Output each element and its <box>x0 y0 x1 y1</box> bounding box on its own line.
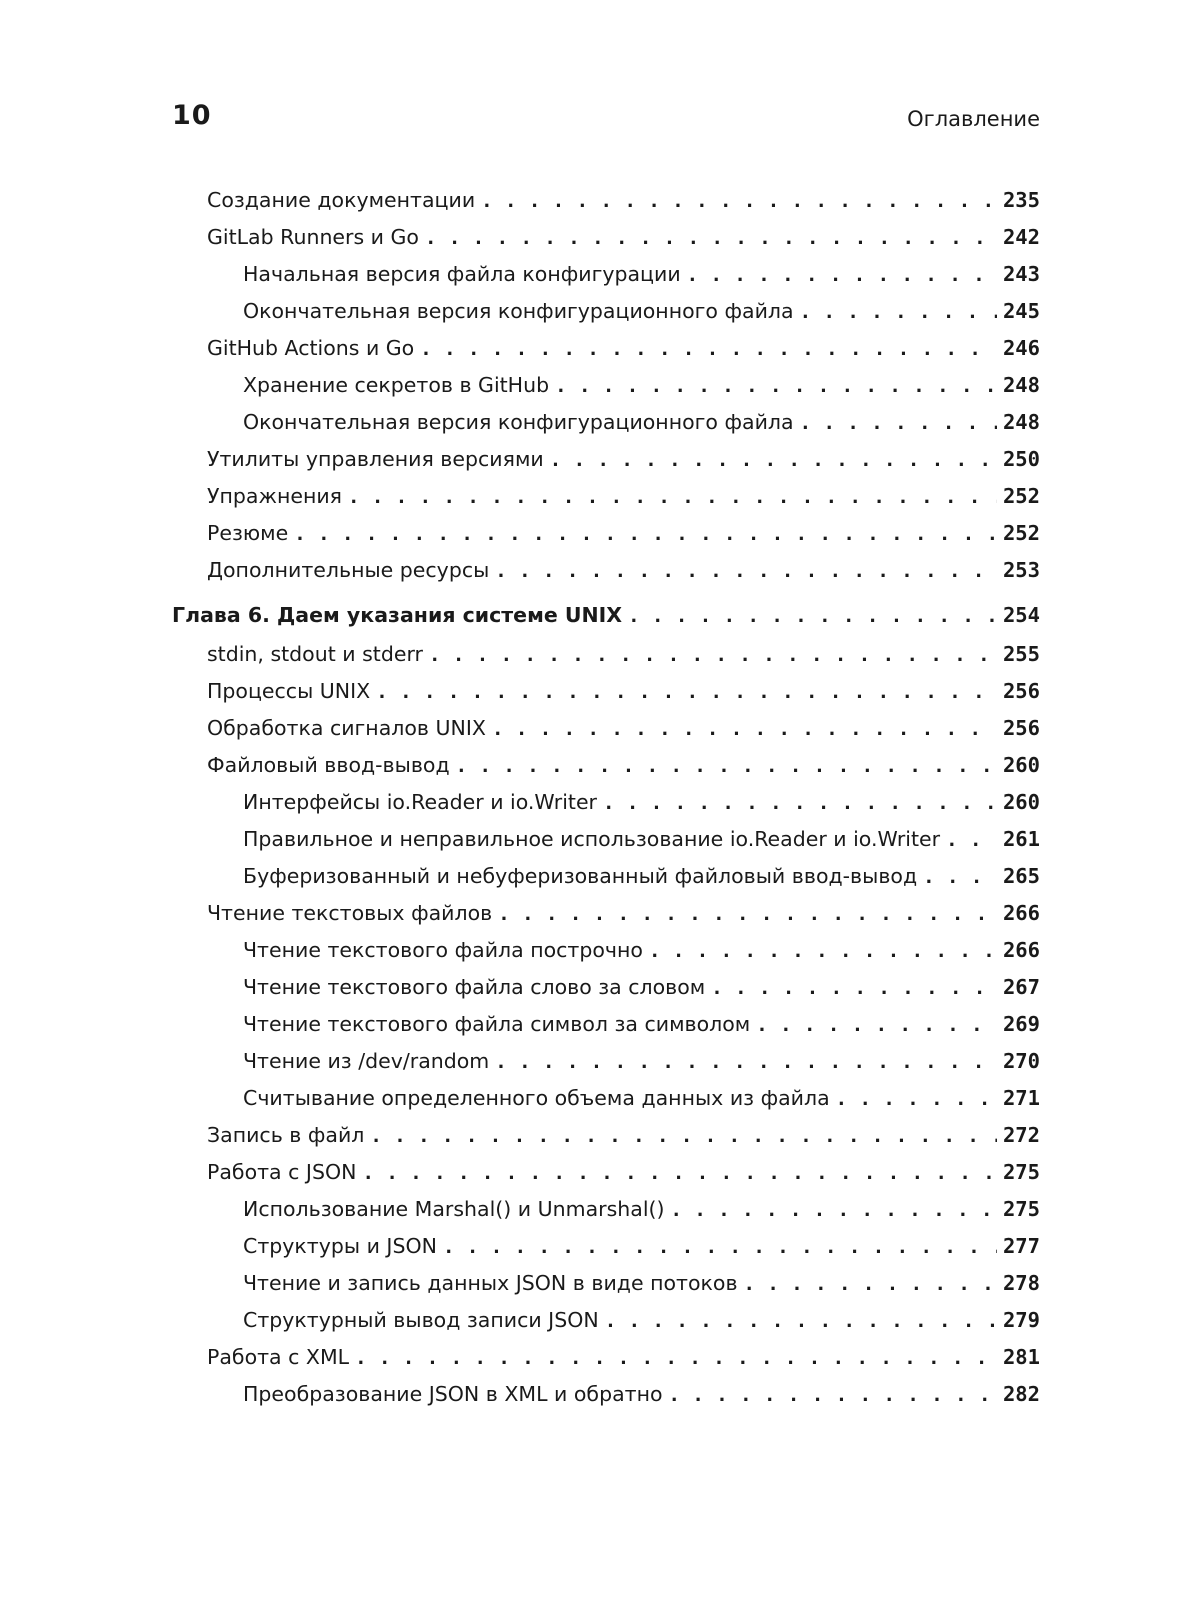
toc-entry <box>207 558 1040 582</box>
toc-entry <box>207 225 1040 249</box>
toc-dot-leader <box>420 338 997 360</box>
toc-entry <box>243 1049 1040 1073</box>
toc-entry-page: 256 <box>1002 716 1040 740</box>
toc-entry <box>207 484 1040 508</box>
running-head: Оглавление <box>907 107 1040 131</box>
toc-entry-title: Глава 6. Даем указания системе UNIX <box>172 603 623 627</box>
toc-entry-title: Работа с XML <box>207 1345 350 1369</box>
toc-dot-leader <box>669 1384 997 1406</box>
toc-entry-title: Процессы UNIX <box>207 679 371 703</box>
toc-entry <box>243 864 1040 888</box>
toc-dot-leader <box>443 1236 997 1258</box>
toc-entry-title: Чтение текстовых файлов <box>207 901 493 925</box>
toc-entry-page: 250 <box>1002 447 1040 471</box>
toc-entry-page: 255 <box>1002 642 1040 666</box>
toc-entry-title: Запись в файл <box>207 1123 365 1147</box>
toc-dot-leader <box>923 866 997 888</box>
toc-entry-title: GitHub Actions и Go <box>207 336 415 360</box>
toc-dot-leader <box>362 1162 997 1184</box>
toc-entry-title: Работа с JSON <box>207 1160 357 1184</box>
toc-dot-leader <box>429 644 997 666</box>
toc-entry <box>243 1234 1040 1258</box>
toc-dot-leader <box>492 718 997 740</box>
toc-entry-page: 271 <box>1002 1086 1040 1110</box>
toc-entry-title: Начальная версия файла конфигурации <box>243 262 681 286</box>
toc-entry-title: Утилиты управления версиями <box>207 447 544 471</box>
toc-entry-page: 282 <box>1002 1382 1040 1406</box>
toc-entry-page: 246 <box>1002 336 1040 360</box>
toc-dot-leader <box>671 1199 997 1221</box>
toc-entry-page: 243 <box>1002 262 1040 286</box>
toc-entry <box>243 1271 1040 1295</box>
toc-entry <box>207 753 1040 777</box>
toc-entry-title: Использование Marshal() и Unmarshal() <box>243 1197 665 1221</box>
toc-entry-title: Структуры и JSON <box>243 1234 437 1258</box>
toc-entry-page: 277 <box>1002 1234 1040 1258</box>
toc-entry <box>243 410 1040 434</box>
toc-entry-title: Упражнения <box>207 484 343 508</box>
toc-entry <box>243 827 1040 851</box>
toc-entry-title: GitLab Runners и Go <box>207 225 419 249</box>
toc-dot-leader <box>498 903 997 925</box>
toc-entry-title: Резюме <box>207 521 289 545</box>
toc-entry-page: 256 <box>1002 679 1040 703</box>
toc-dot-leader <box>550 449 997 471</box>
toc-entry <box>243 1382 1040 1406</box>
toc-entry-title: Создание документации <box>207 188 476 212</box>
toc-entry-page: 242 <box>1002 225 1040 249</box>
toc-entry-title: Обработка сигналов UNIX <box>207 716 486 740</box>
toc-entry-page: 266 <box>1002 938 1040 962</box>
toc-dot-leader <box>946 829 997 851</box>
toc-entry-title: Чтение текстового файла построчно <box>243 938 643 962</box>
toc-dot-leader <box>555 375 997 397</box>
toc-entry <box>243 790 1040 814</box>
toc-entry-title: Правильное и неправильное использование io.Reader и io.Writer <box>243 827 941 851</box>
toc-entry-page: 252 <box>1002 484 1040 508</box>
toc-dot-leader <box>744 1273 997 1295</box>
toc-entry-page: 266 <box>1002 901 1040 925</box>
toc-dot-leader <box>649 940 997 962</box>
toc-entry <box>207 901 1040 925</box>
toc-dot-leader <box>603 792 997 814</box>
toc-entry-title: Интерфейсы io.Reader и io.Writer <box>243 790 597 814</box>
toc-entry-page: 279 <box>1002 1308 1040 1332</box>
toc-dot-leader <box>355 1347 997 1369</box>
toc-entry-page: 248 <box>1002 410 1040 434</box>
toc-entry <box>207 1160 1040 1184</box>
toc-entry <box>207 336 1040 360</box>
toc-entry <box>243 373 1040 397</box>
toc-entry-title: Чтение текстового файла символ за символом <box>243 1012 751 1036</box>
toc-entry-title: Дополнительные ресурсы <box>207 558 490 582</box>
toc-entry-title: Хранение секретов в GitHub <box>243 373 550 397</box>
toc-dot-leader <box>800 301 997 323</box>
toc-entry-title: stdin, stdout и stderr <box>207 642 423 666</box>
toc-entry-title: Окончательная версия конфигурационного файла <box>243 410 794 434</box>
toc-entry <box>243 975 1040 999</box>
toc-dot-leader <box>605 1310 997 1332</box>
toc-entry-page: 275 <box>1002 1160 1040 1184</box>
toc-entry <box>243 299 1040 323</box>
toc-dot-leader <box>495 1051 997 1073</box>
toc-entry <box>207 716 1040 740</box>
toc-entry-page: 254 <box>1002 603 1040 627</box>
toc-entry-title: Структурный вывод записи JSON <box>243 1308 599 1332</box>
toc-entry-page: 261 <box>1002 827 1040 851</box>
toc-entry-title: Окончательная версия конфигурационного файла <box>243 299 794 323</box>
toc-entry-page: 278 <box>1002 1271 1040 1295</box>
toc-entry-title: Буферизованный и небуферизованный файловый ввод-вывод <box>243 864 918 888</box>
toc-dot-leader <box>836 1088 997 1110</box>
toc-entry <box>207 1123 1040 1147</box>
toc-entry-page: 281 <box>1002 1345 1040 1369</box>
toc-entry-title: Чтение текстового файла слово за словом <box>243 975 706 999</box>
toc-entry-page: 270 <box>1002 1049 1040 1073</box>
toc-dot-leader <box>687 264 997 286</box>
toc-entry <box>243 1308 1040 1332</box>
toc-entry-page: 269 <box>1002 1012 1040 1036</box>
toc-chapter-heading <box>172 603 1040 627</box>
toc-entry-title: Преобразование JSON в XML и обратно <box>243 1382 663 1406</box>
toc-entry-title: Чтение из /dev/random <box>243 1049 490 1073</box>
toc-entry <box>207 642 1040 666</box>
toc-entry-page: 260 <box>1002 753 1040 777</box>
toc-entry <box>243 1086 1040 1110</box>
toc-dot-leader <box>456 755 997 777</box>
toc-dot-leader <box>711 977 997 999</box>
toc-entry-page: 265 <box>1002 864 1040 888</box>
toc-entry-title: Чтение и запись данных JSON в виде потоков <box>243 1271 738 1295</box>
toc-entry <box>243 1197 1040 1221</box>
toc-dot-leader <box>425 227 997 249</box>
toc-entry <box>207 447 1040 471</box>
toc-entry-page: 245 <box>1002 299 1040 323</box>
toc-entry-page: 272 <box>1002 1123 1040 1147</box>
toc-entry-page: 275 <box>1002 1197 1040 1221</box>
toc-entry <box>243 1012 1040 1036</box>
toc-dot-leader <box>481 190 997 212</box>
page-number: 10 <box>172 100 212 131</box>
toc-entry <box>243 262 1040 286</box>
toc-dot-leader <box>376 681 997 703</box>
toc-entry-page: 260 <box>1002 790 1040 814</box>
toc-entry <box>207 188 1040 212</box>
toc-dot-leader <box>756 1014 997 1036</box>
toc-entry <box>207 1345 1040 1369</box>
toc-dot-leader <box>628 605 997 627</box>
toc-entry-page: 253 <box>1002 558 1040 582</box>
toc-entry <box>243 938 1040 962</box>
toc-entry-page: 267 <box>1002 975 1040 999</box>
toc-dot-leader <box>348 486 997 508</box>
toc-entry <box>207 679 1040 703</box>
toc-dot-leader <box>294 523 997 545</box>
toc-entry-page: 252 <box>1002 521 1040 545</box>
toc-entry-page: 248 <box>1002 373 1040 397</box>
toc-entry-page: 235 <box>1002 188 1040 212</box>
toc-entry-title: Файловый ввод-вывод <box>207 753 450 777</box>
toc-entry <box>207 521 1040 545</box>
toc-dot-leader <box>495 560 997 582</box>
toc-entry-title: Считывание определенного объема данных из файла <box>243 1086 830 1110</box>
toc-dot-leader <box>370 1125 997 1147</box>
toc-dot-leader <box>800 412 997 434</box>
